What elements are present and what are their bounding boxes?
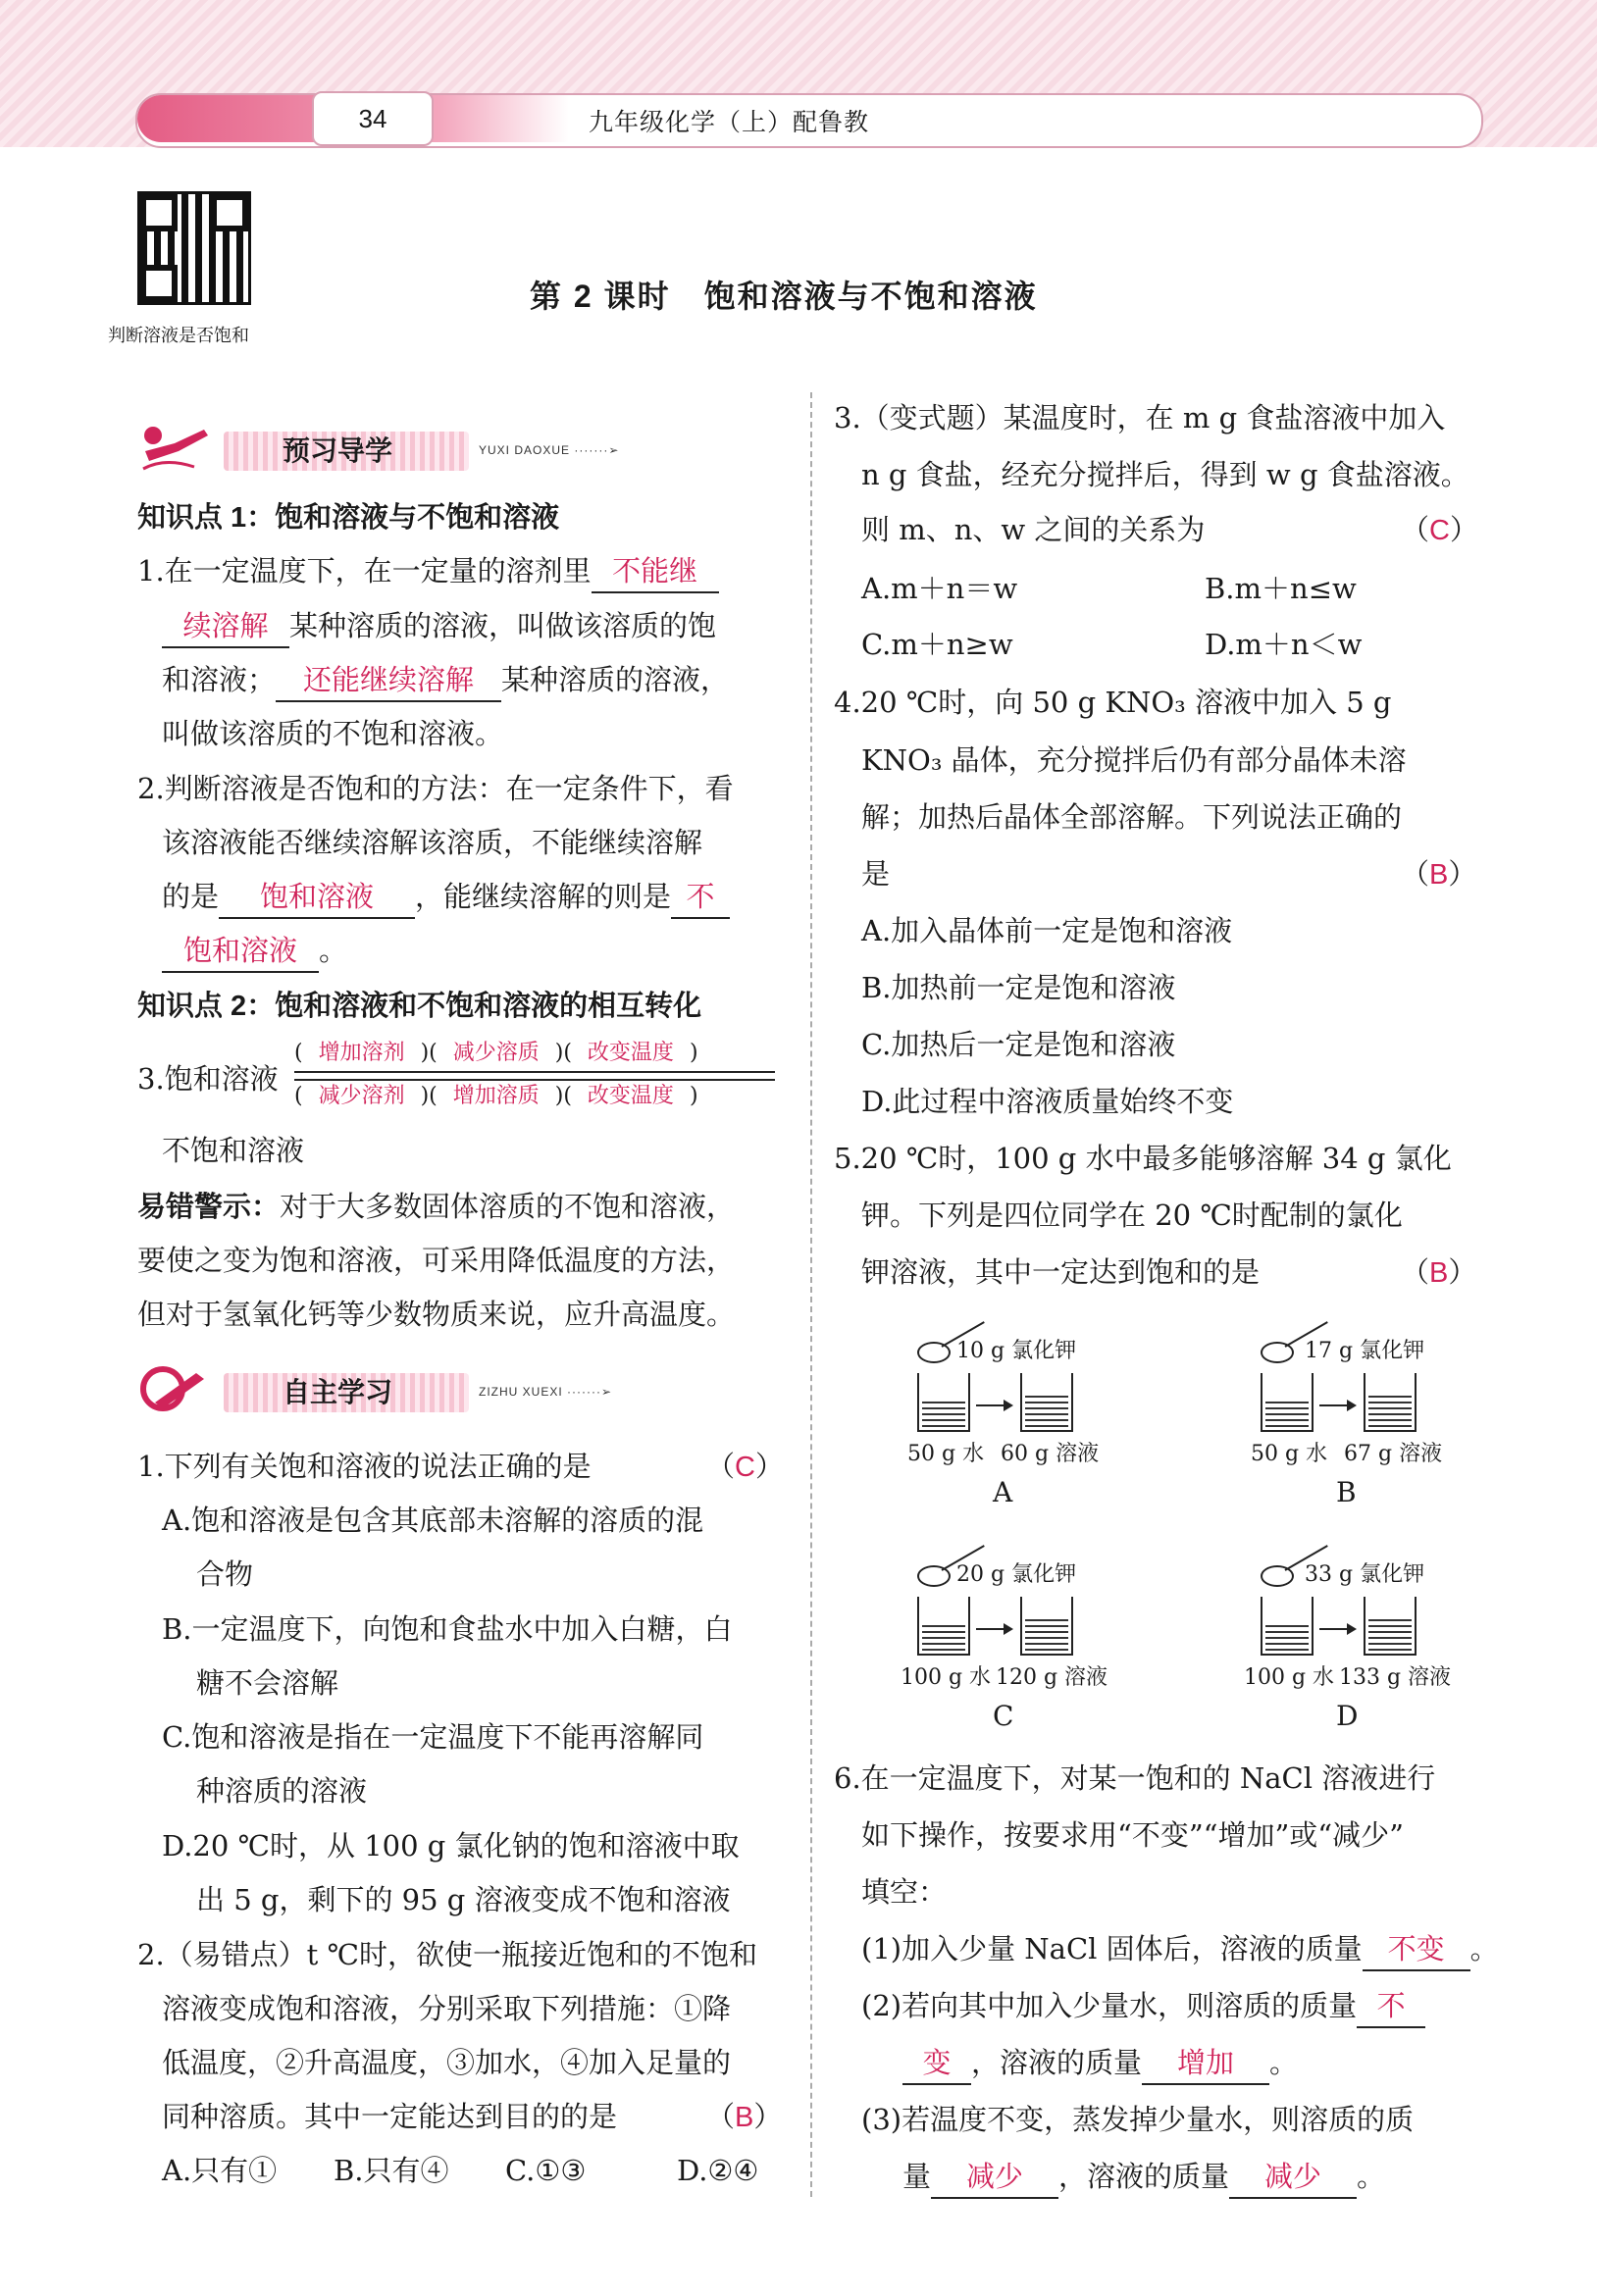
s1-option-c1: C.饱和溶液是指在一定温度下不能再溶解同 xyxy=(162,1720,704,1754)
warning-line2: 要使之变为饱和溶液，可采用降低温度的方法， xyxy=(137,1244,736,1277)
knowledge-point-2: 知识点 2：饱和溶液和不饱和溶液的相互转化 xyxy=(137,991,702,1022)
q1-line3: 和溶液； 还能继续溶解 某种溶质的溶液， xyxy=(162,660,729,702)
qr-caption: 判断溶液是否饱和 xyxy=(108,326,249,345)
q3-post: 不饱和溶液 xyxy=(162,1134,305,1167)
q1-answer-1b: 续溶解 xyxy=(162,607,289,648)
q1-line1: 1.在一定温度下，在一定量的溶剂里 不能继 xyxy=(137,551,719,593)
r-q4-option-c: C.加热后一定是饱和溶液 xyxy=(861,1028,1176,1061)
r-q4-line1: 4.20 ℃时，向 50 g KNO₃ 溶液中加入 5 g xyxy=(834,686,1392,719)
q2-answer-2: 不 xyxy=(671,878,730,919)
r-q6-answer-3a: 减少 xyxy=(931,2158,1058,2199)
r-q5-line3: 钾溶液，其中一定达到饱和的是 （B） xyxy=(861,1255,1477,1289)
q3-top-conditions: ( 增加溶剂 )( 减少溶质 )( 改变温度 ) xyxy=(294,1040,698,1065)
r-q6-part2-cont: 变 ，溶液的质量 增加 。 xyxy=(902,2043,1298,2085)
section-self-en: ZIZHU XUEXI ·······➢ xyxy=(479,1385,613,1399)
s1-option-a2: 合物 xyxy=(196,1557,254,1591)
r-q3-option-d: D.m＋n＜w xyxy=(1205,628,1363,661)
q2-line3: 的是 饱和溶液 ，能继续溶解的则是 不 xyxy=(162,877,730,919)
r-q3-option-b: B.m＋n≤w xyxy=(1205,572,1357,605)
s1-answer: C xyxy=(735,1452,755,1483)
r-q3-line1: 3.（变式题）某温度时，在 m g 食盐溶液中加入 xyxy=(834,401,1446,434)
q1-line4: 叫做该溶质的不饱和溶液。 xyxy=(162,717,504,750)
r-q6-answer-2b: 增加 xyxy=(1142,2044,1269,2085)
qr-code-icon[interactable] xyxy=(137,191,251,305)
book-title: 九年级化学（上）配鲁教 xyxy=(589,109,870,136)
r-q4-option-b: B.加热前一定是饱和溶液 xyxy=(861,971,1176,1004)
s2-options: A.只有① B.只有④ C.①③ D.②④ xyxy=(162,2154,759,2187)
r-q4-line3: 解；加热后晶体全部溶解。下列说法正确的 xyxy=(861,800,1403,834)
r-q6-line1: 6.在一定温度下，对某一饱和的 NaCl 溶液进行 xyxy=(834,1761,1436,1795)
s1-option-d2: 出 5 g，剩下的 95 g 溶液变成不饱和溶液 xyxy=(196,1883,731,1916)
r-q6-answer-2a: 不 xyxy=(1357,1987,1425,2028)
r-q6-part1: (1)加入少量 NaCl 固体后，溶液的质量 不变 。 xyxy=(861,1929,1499,1971)
section-self-label: 自主学习 xyxy=(224,1373,469,1412)
r-q6-answer-1: 不变 xyxy=(1363,1930,1470,1971)
r-q4-answer: B xyxy=(1429,859,1449,891)
r-q3-option-c: C.m＋n≥w xyxy=(861,628,1013,661)
q2-answer-2b: 饱和溶液 xyxy=(162,932,319,973)
q2-line1: 2.判断溶液是否饱和的方法：在一定条件下，看 xyxy=(137,772,734,805)
knowledge-point-1: 知识点 1：饱和溶液与不饱和溶液 xyxy=(137,502,560,534)
r-q4-line2: KNO₃ 晶体，充分搅拌后仍有部分晶体未溶 xyxy=(861,743,1407,777)
r-q3-answer: C xyxy=(1429,515,1450,546)
r-q5-line1: 5.20 ℃时，100 g 水中最多能够溶解 34 g 氯化 xyxy=(834,1142,1452,1175)
section-preview-label: 预习导学 xyxy=(224,432,469,471)
r-q6-part2: (2)若向其中加入少量水，则溶质的质量 不 xyxy=(861,1986,1425,2028)
r-q3-line2: n g 食盐，经充分搅拌后，得到 w g 食盐溶液。 xyxy=(861,458,1469,491)
s1-stem: 1.下列有关饱和溶液的说法正确的是 （C） xyxy=(137,1450,784,1483)
r-q6-part3-cont: 量 减少 ，溶液的质量 减少 。 xyxy=(902,2157,1385,2199)
conversion-arrow-top xyxy=(294,1071,775,1073)
pen-icon xyxy=(135,422,214,477)
section-preview-header xyxy=(135,422,685,477)
s2-line3: 低温度，②升高温度，③加水，④加入足量的 xyxy=(162,2046,732,2079)
r-q6-line3: 填空： xyxy=(861,1875,948,1909)
q3-stem: 3.饱和溶液 xyxy=(137,1062,279,1096)
q2-answer-1: 饱和溶液 xyxy=(219,878,415,919)
q2-line4: 饱和溶液 。 xyxy=(162,931,347,973)
r-q4-option-a: A.加入晶体前一定是饱和溶液 xyxy=(861,914,1233,947)
s2-line4: 同种溶质。其中一定能达到目的的是 （B） xyxy=(162,2100,783,2133)
lesson-title: 第 2 课时 饱和溶液与不饱和溶液 xyxy=(530,279,1038,314)
r-q4-line4: 是 （B） xyxy=(861,857,1477,891)
r-q4-option-d: D.此过程中溶液质量始终不变 xyxy=(861,1085,1234,1118)
q3-bottom-conditions: ( 减少溶剂 )( 增加溶质 )( 改变温度 ) xyxy=(294,1083,698,1108)
warning-line1: 易错警示：对于大多数固体溶质的不饱和溶液， xyxy=(137,1190,736,1223)
r-q6-answer-3b: 减少 xyxy=(1229,2158,1357,2199)
pencil-icon xyxy=(135,1363,214,1418)
q1-line2: 续溶解 某种溶质的溶液，叫做该溶质的饱 xyxy=(162,606,716,648)
s2-answer: B xyxy=(735,2102,754,2133)
column-divider xyxy=(810,392,812,2197)
q2-line2: 该溶液能否继续溶解该溶质，不能继续溶解 xyxy=(162,826,703,859)
s2-line1: 2.（易错点）t ℃时，欲使一瓶接近饱和的不饱和 xyxy=(137,1938,757,1971)
q1-answer-2: 还能继续溶解 xyxy=(276,661,501,702)
q1-answer-1: 不能继 xyxy=(592,552,719,593)
s1-option-d1: D.20 ℃时，从 100 g 氯化钠的饱和溶液中取 xyxy=(162,1829,740,1862)
r-q3-line3: 则 m、n、w 之间的关系为 （C） xyxy=(861,513,1478,546)
s1-option-b2: 糖不会溶解 xyxy=(196,1666,339,1700)
section-self-header xyxy=(135,1363,685,1418)
page-number: 34 xyxy=(312,91,434,146)
s2-line2: 溶液变成饱和溶液，分别采取下列措施：①降 xyxy=(162,1992,732,2025)
s1-option-b1: B.一定温度下，向饱和食盐水中加入白糖，白 xyxy=(162,1612,733,1646)
r-q6-part3: (3)若温度不变，蒸发掉少量水，则溶质的质 xyxy=(861,2103,1415,2136)
r-q6-answer-2a-cont: 变 xyxy=(902,2044,971,2085)
s1-option-c2: 种溶质的溶液 xyxy=(196,1774,368,1808)
r-q5-line2: 钾。下列是四位同学在 20 ℃时配制的氯化 xyxy=(861,1199,1403,1232)
warning-line3: 但对于氢氧化钙等少数物质来说，应升高温度。 xyxy=(137,1298,736,1331)
r-q5-answer: B xyxy=(1429,1257,1449,1289)
s1-option-a1: A.饱和溶液是包含其底部未溶解的溶质的混 xyxy=(162,1504,704,1537)
section-preview-en: YUXI DAOXUE ·······➢ xyxy=(479,443,620,457)
r-q6-line2: 如下操作，按要求用“不变”“增加”或“减少” xyxy=(861,1818,1404,1852)
r-q3-option-a: A.m＋n＝w xyxy=(861,572,1018,605)
